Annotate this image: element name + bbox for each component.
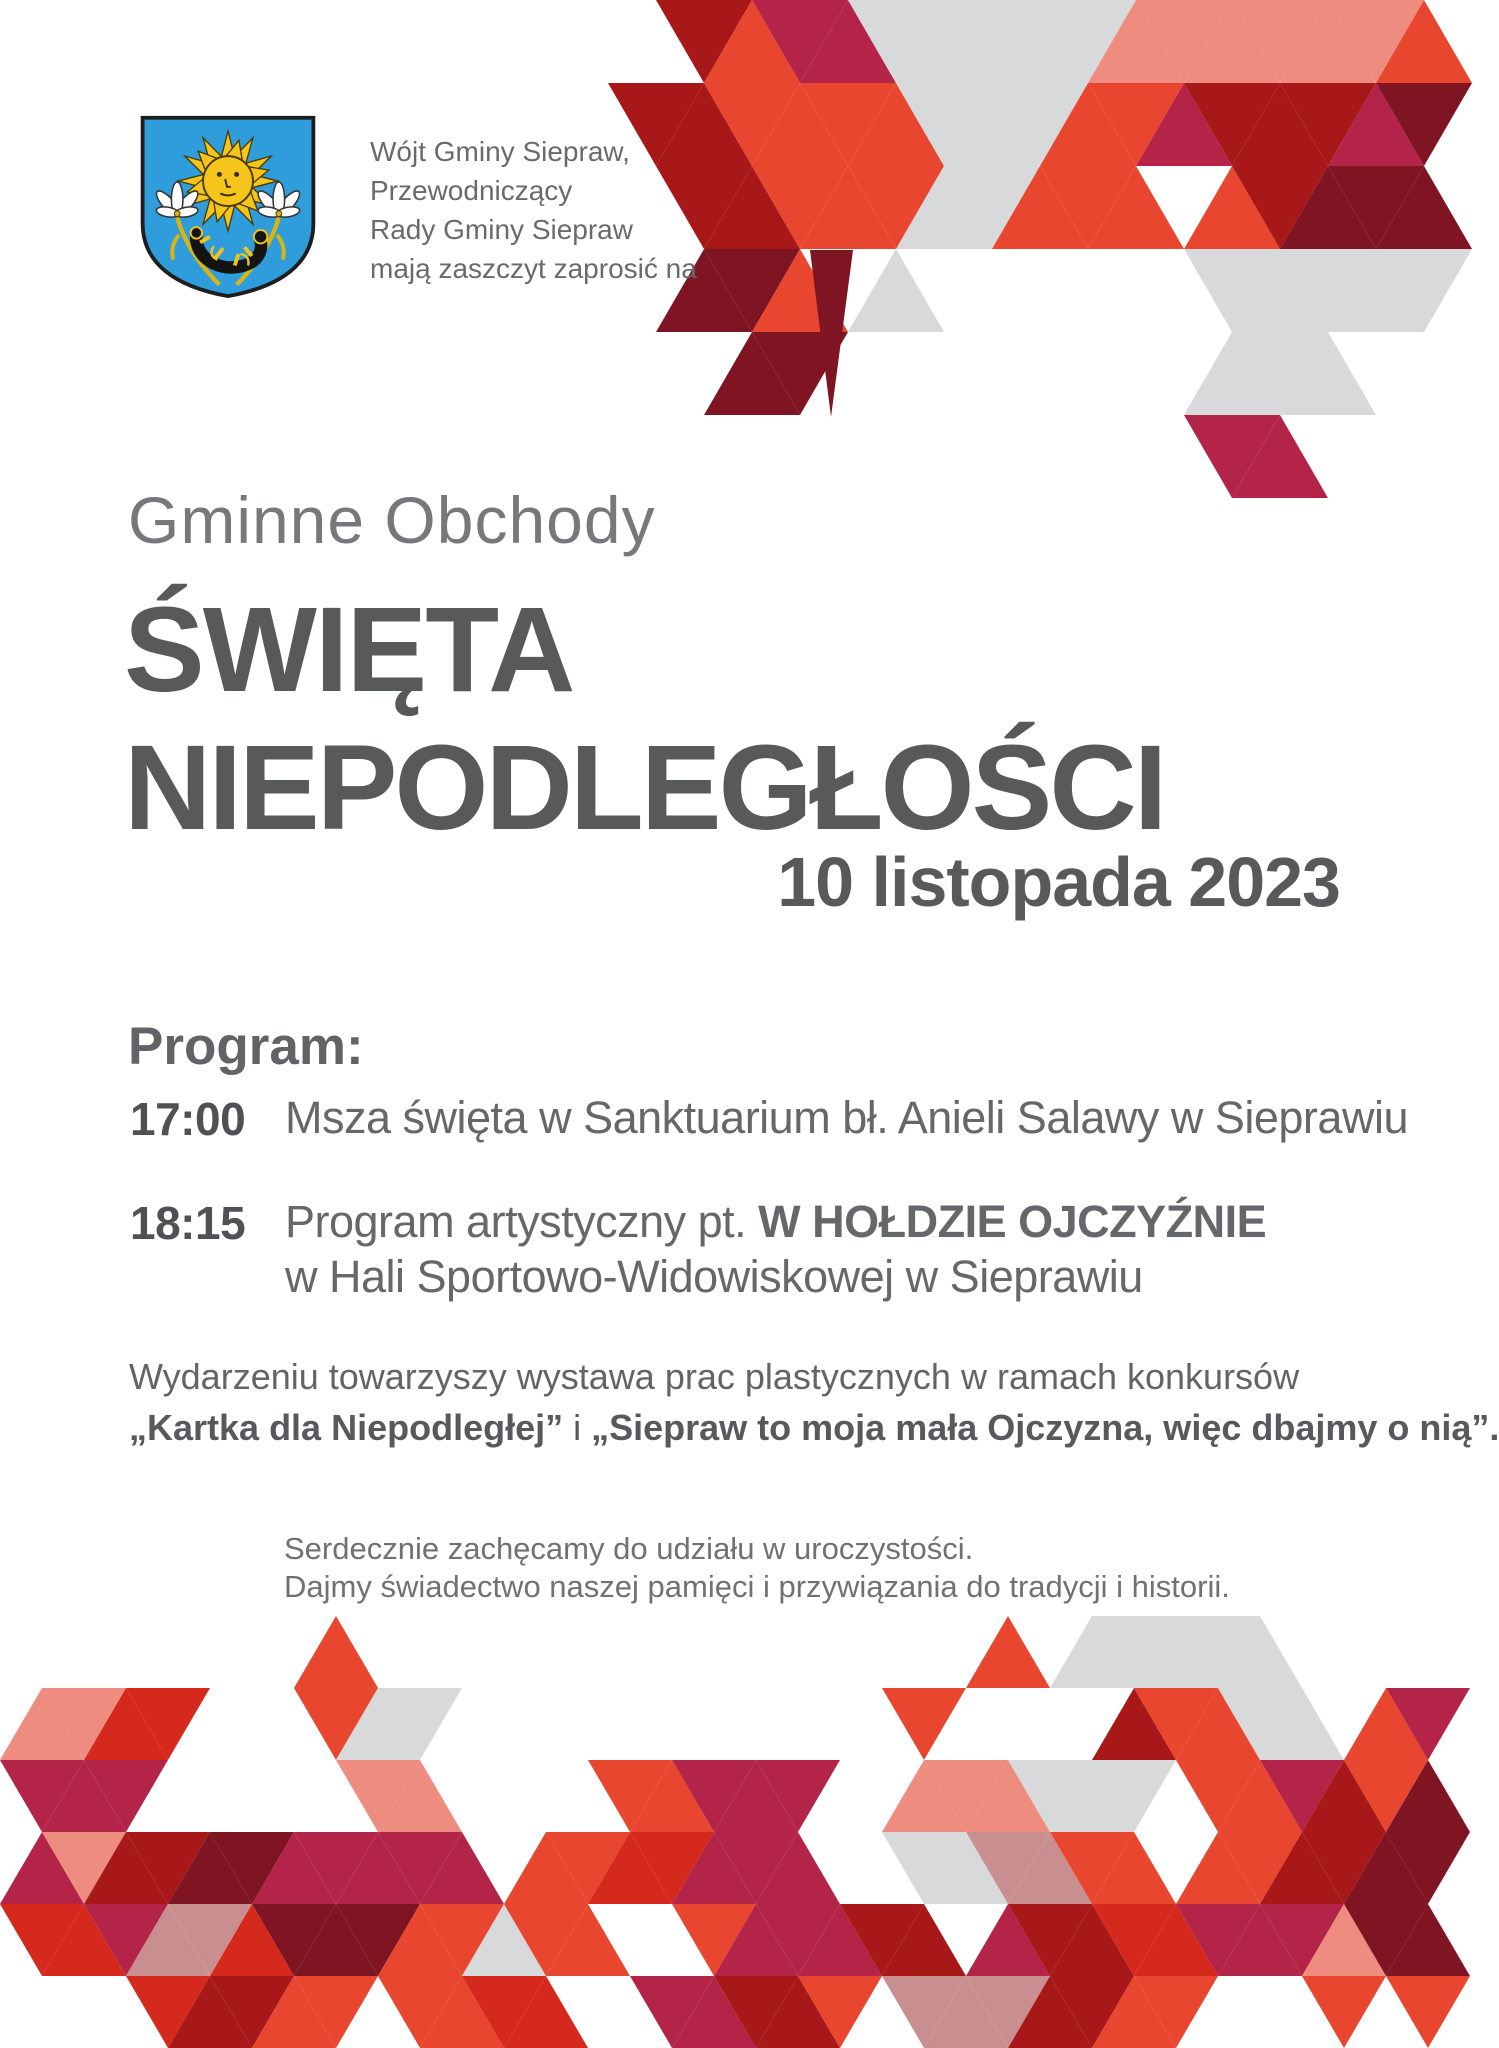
- program-item-2-text: [285, 1196, 1266, 1248]
- event-title-line1: ŚWIĘTA: [124, 581, 574, 717]
- program-heading: Program:: [128, 1017, 364, 1076]
- mosaic-triangle: [966, 1616, 1050, 1688]
- contest-1-name: „Kartka dla Niepodległej”: [129, 1407, 564, 1448]
- mosaic-bottom-band: [0, 1616, 1464, 2048]
- event-kicker: Gminne Obchody: [128, 483, 656, 557]
- issuer-line: Rady Gminy Siepraw: [370, 214, 633, 245]
- program-item-2-venue: w Hali Sportowo-Widowiskowej w Sieprawiu: [285, 1251, 1143, 1302]
- mosaic-triangle: [1302, 1976, 1386, 2048]
- exhibition-intro: Wydarzeniu towarzyszy wystawa prac plastycznych w ramach konkursów: [129, 1356, 1300, 1397]
- program-item-2-time: 18:15: [130, 1197, 246, 1249]
- closing-line: Serdecznie zachęcamy do udziału w uroczystości.: [284, 1531, 974, 1566]
- event-date: 10 listopada 2023: [777, 843, 1340, 921]
- coat-of-arms-siepraw: [132, 112, 324, 300]
- mosaic-triangle: [882, 1688, 966, 1760]
- mosaic-triangle: [1386, 1976, 1470, 2048]
- program-item-2-title: W HOŁDZIE OJCZYŹNIE: [758, 1196, 1267, 1247]
- contest-conjunction: i: [563, 1407, 592, 1448]
- program-item-1-time: 17:00: [130, 1093, 246, 1145]
- program-item-2-prefix: Program artystyczny pt.: [285, 1196, 759, 1247]
- exhibition-contests: [129, 1407, 1499, 1449]
- closing-line: Dajmy świadectwo naszej pamięci i przywiązania do tradycji i historii.: [284, 1569, 1230, 1604]
- closing-block: [284, 1530, 1230, 1606]
- issuer-line: Przewodniczący: [370, 175, 573, 206]
- program-item-1-text: Msza święta w Sanktuarium bł. Anieli Salawy w Sieprawiu: [285, 1092, 1408, 1143]
- issuer-line: Wójt Gminy Siepraw,: [370, 136, 630, 167]
- mosaic-triangle: [294, 1616, 378, 1688]
- event-title-line2: NIEPODLEGŁOŚCI: [124, 719, 1165, 855]
- contest-period: .: [1489, 1407, 1499, 1448]
- issuer-block: [370, 132, 697, 288]
- issuer-line: mają zaszczyt zaprosić na: [370, 253, 697, 284]
- contest-2-name: „Siepraw to moja mała Ojczyzna, więc dbajmy o nią”: [591, 1407, 1490, 1448]
- mosaic-triangle: [848, 249, 944, 332]
